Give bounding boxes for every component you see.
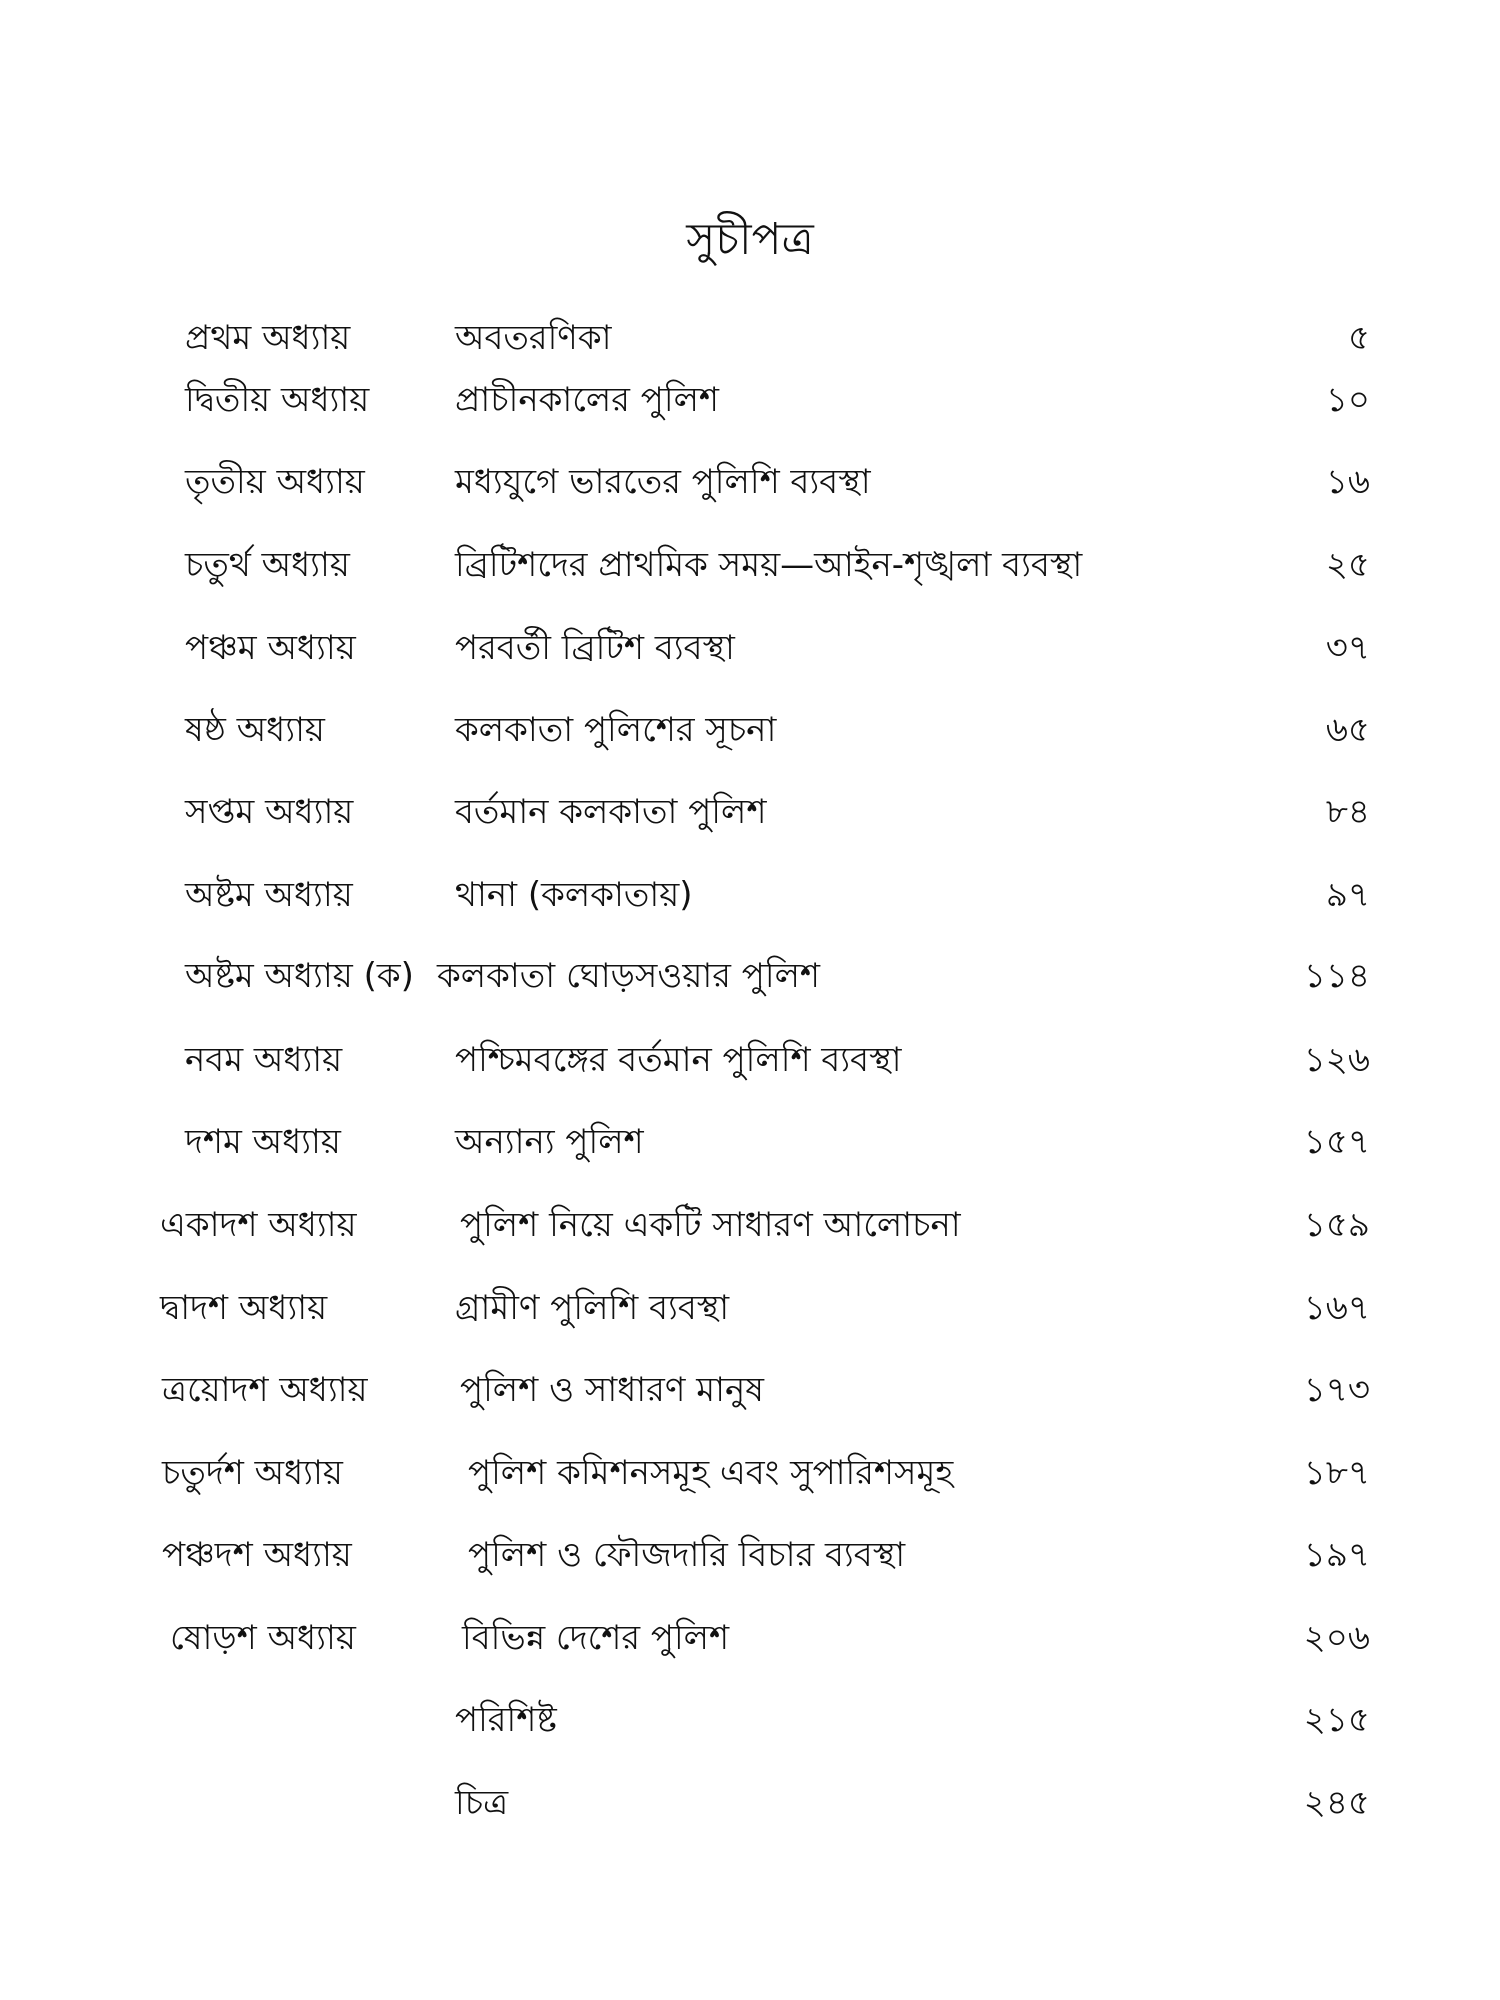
chapter-title: পুলিশ ও সাধারণ মানুষ xyxy=(460,1370,764,1410)
toc-row xyxy=(0,946,1500,1006)
toc-row xyxy=(0,1278,1500,1338)
chapter-title: পুলিশ কমিশনসমূহ এবং সুপারিশসমূহ xyxy=(468,1453,954,1493)
toc-row xyxy=(0,1608,1500,1668)
chapter-title: পুলিশ নিয়ে একটি সাধারণ আলোচনা xyxy=(460,1205,961,1245)
page-number: ২১৫ xyxy=(1303,1700,1370,1740)
chapter-label: চতুর্থ অধ্যায় xyxy=(185,545,350,585)
chapter-title: গ্রামীণ পুলিশি ব্যবস্থা xyxy=(455,1288,730,1328)
page-number: ৫ xyxy=(1347,318,1370,358)
page-number: ১১৪ xyxy=(1303,956,1370,996)
chapter-label: অষ্টম অধ্যায় xyxy=(185,875,353,915)
chapter-label: অষ্টম অধ্যায় (ক) xyxy=(185,956,414,996)
page-number: ১৯৭ xyxy=(1303,1535,1370,1575)
page-number: ৮৪ xyxy=(1325,792,1370,832)
chapter-title: কলকাতা পুলিশের সূচনা xyxy=(455,710,777,750)
toc-row xyxy=(0,1690,1500,1750)
page-number: ১৫৯ xyxy=(1303,1205,1370,1245)
page-number: ২৫ xyxy=(1325,545,1370,585)
chapter-label: দশম অধ্যায় xyxy=(185,1122,341,1162)
toc-row xyxy=(0,782,1500,842)
toc-row xyxy=(0,535,1500,595)
chapter-label: সপ্তম অধ্যায় xyxy=(185,792,354,832)
chapter-title: ব্রিটিশদের প্রাথমিক সময়—আইন-শৃঙ্খলা ব্যবস্থা xyxy=(455,545,1083,585)
chapter-label: একাদশ অধ্যায় xyxy=(160,1205,357,1245)
chapter-label: প্রথম অধ্যায় xyxy=(185,318,351,358)
page-number: ২০৬ xyxy=(1303,1618,1370,1658)
page-number: ১২৬ xyxy=(1303,1040,1370,1080)
page-number: ১৬৭ xyxy=(1303,1288,1370,1328)
chapter-label: ষষ্ঠ অধ্যায় xyxy=(185,710,325,750)
toc-row xyxy=(0,865,1500,925)
chapter-title: পুলিশ ও ফৌজদারি বিচার ব্যবস্থা xyxy=(468,1535,906,1575)
chapter-title: বর্তমান কলকাতা পুলিশ xyxy=(455,792,767,832)
chapter-title: চিত্র xyxy=(455,1783,509,1823)
page-number: ৩৭ xyxy=(1325,628,1370,668)
chapter-label: পঞ্চম অধ্যায় xyxy=(185,628,356,668)
page-number: ১৬ xyxy=(1325,462,1370,502)
page-title: সুচীপত্র xyxy=(686,214,814,265)
chapter-label: পঞ্চদশ অধ্যায় xyxy=(162,1535,352,1575)
toc-row xyxy=(0,1525,1500,1585)
toc-row xyxy=(0,1443,1500,1503)
chapter-title: প্রাচীনকালের পুলিশ xyxy=(455,380,720,420)
page-number: ১৫৭ xyxy=(1303,1122,1370,1162)
toc-row xyxy=(0,1360,1500,1420)
chapter-title: বিভিন্ন দেশের পুলিশ xyxy=(462,1618,730,1658)
chapter-title: মধ্যযুগে ভারতের পুলিশি ব্যবস্থা xyxy=(455,462,871,502)
page-number: ৯৭ xyxy=(1325,875,1370,915)
chapter-title: কলকাতা ঘোড়সওয়ার পুলিশ xyxy=(437,956,821,996)
chapter-title: পরবর্তী ব্রিটিশ ব্যবস্থা xyxy=(455,628,735,668)
toc-row xyxy=(0,308,1500,368)
page-number: ১৮৭ xyxy=(1303,1453,1370,1493)
toc-row xyxy=(0,1030,1500,1090)
toc-row xyxy=(0,700,1500,760)
chapter-title: অন্যান্য পুলিশ xyxy=(455,1122,644,1162)
chapter-label: দ্বিতীয় অধ্যায় xyxy=(185,380,370,420)
chapter-title: পশ্চিমবঙ্গের বর্তমান পুলিশি ব্যবস্থা xyxy=(455,1040,902,1080)
toc-row xyxy=(0,1112,1500,1172)
page-number: ২৪৫ xyxy=(1303,1783,1370,1823)
chapter-label: ত্রয়োদশ অধ্যায় xyxy=(162,1370,368,1410)
toc-row xyxy=(0,370,1500,430)
page-number: ৬৫ xyxy=(1325,710,1370,750)
toc-row xyxy=(0,618,1500,678)
chapter-label: নবম অধ্যায় xyxy=(185,1040,343,1080)
toc-row xyxy=(0,1195,1500,1255)
toc-row xyxy=(0,452,1500,512)
chapter-label: তৃতীয় অধ্যায় xyxy=(185,462,365,502)
toc-row xyxy=(0,1773,1500,1833)
chapter-label: দ্বাদশ অধ্যায় xyxy=(160,1288,328,1328)
chapter-label: চতুর্দশ অধ্যায় xyxy=(162,1453,343,1493)
chapter-title: পরিশিষ্ট xyxy=(455,1700,557,1740)
chapter-title: থানা (কলকাতায়) xyxy=(455,875,693,915)
chapter-label: ষোড়শ অধ্যায় xyxy=(170,1618,356,1658)
chapter-title: অবতরণিকা xyxy=(455,318,612,358)
page-number: ১০ xyxy=(1325,380,1370,420)
page-number: ১৭৩ xyxy=(1303,1370,1370,1410)
